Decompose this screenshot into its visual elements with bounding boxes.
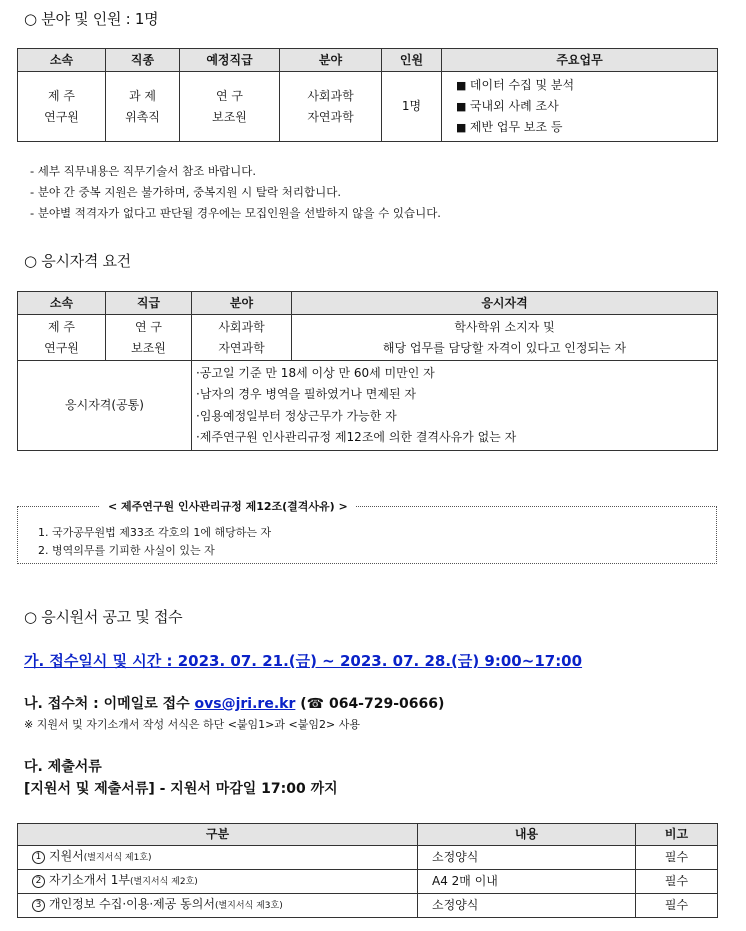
box-items bbox=[38, 524, 271, 560]
cell-field: 사회과학 자연과학 bbox=[280, 72, 382, 142]
header-count: 인원 bbox=[382, 49, 442, 72]
box-item: 1. 국가공무원법 제33조 각호의 1에 해당하는 자 bbox=[38, 526, 272, 539]
duty-item: ■ 국내외 사례 조사 bbox=[456, 96, 717, 117]
qualification-table bbox=[17, 291, 718, 451]
email-link[interactable]: ovs@jri.re.kr bbox=[194, 696, 296, 712]
duty-item: ■ 데이터 수집 및 분석 bbox=[456, 75, 717, 96]
section1-title: ○ 분야 및 인원 : 1명 bbox=[24, 10, 159, 28]
common-item: ·남자의 경우 병역을 필하였거나 면제된 자 bbox=[196, 387, 416, 401]
header-org: 소속 bbox=[18, 49, 106, 72]
box-title: < 제주연구원 인사관리규정 제12조(결격사유) > bbox=[100, 498, 356, 514]
common-item: ·제주연구원 인사관리규정 제12조에 의한 결격사유가 없는 자 bbox=[196, 430, 517, 444]
cell-type: 과 제 위촉직 bbox=[106, 72, 180, 142]
header-grade: 예정직급 bbox=[180, 49, 280, 72]
header-grade: 직급 bbox=[106, 292, 192, 315]
application-contact: 나. 접수처 : 이메일로 접수 ovs@jri.re.kr (☎ 064-729-0666) bbox=[24, 696, 445, 712]
header-type: 직종 bbox=[106, 49, 180, 72]
documents-table bbox=[17, 823, 718, 918]
table-row: 1 지원서(별지서식 제1호) 소정양식 필수 bbox=[18, 846, 718, 870]
application-period: 가. 접수일시 및 시간 : 2023. 07. 21.(금) ~ 2023. 07. 28.(금) 9:00~17:00 bbox=[24, 652, 583, 670]
header-field: 분야 bbox=[192, 292, 292, 315]
documents-title: 다. 제출서류 bbox=[24, 759, 102, 775]
table-row: 2 자기소개서 1부(별지서식 제2호) A4 2매 이내 필수 bbox=[18, 870, 718, 894]
header-org: 소속 bbox=[18, 292, 106, 315]
table-row: 3 개인정보 수집·이용·제공 동의서(별지서식 제3호) 소정양식 필수 bbox=[18, 894, 718, 918]
field-table bbox=[17, 48, 718, 142]
notes bbox=[30, 161, 441, 224]
note-item: - 분야 간 중복 지원은 불가하며, 중복지원 시 탈락 처리합니다. bbox=[30, 185, 341, 199]
cell-grade: 연 구 보조원 bbox=[106, 315, 192, 361]
cell-field: 사회과학 자연과학 bbox=[192, 315, 292, 361]
common-label: 응시자격(공통) bbox=[18, 361, 192, 451]
header-content: 내용 bbox=[418, 824, 636, 846]
common-items bbox=[192, 361, 718, 451]
cell-duties bbox=[442, 72, 718, 142]
form-note: ※ 지원서 및 자기소개서 작성 서식은 하단 <붙임1>과 <붙임2> 사용 bbox=[24, 718, 360, 731]
section3-title: ○ 응시원서 공고 및 접수 bbox=[24, 608, 183, 626]
section2-title: ○ 응시자격 요건 bbox=[24, 252, 131, 270]
cell-org: 제 주 연구원 bbox=[18, 315, 106, 361]
cell-grade: 연 구 보조원 bbox=[180, 72, 280, 142]
duty-item: ■ 제반 업무 보조 등 bbox=[456, 117, 717, 138]
header-field: 분야 bbox=[280, 49, 382, 72]
box-item: 2. 병역의무를 기피한 사실이 있는 자 bbox=[38, 544, 215, 557]
common-item: ·임용예정일부터 정상근무가 가능한 자 bbox=[196, 408, 397, 423]
cell-count: 1명 bbox=[382, 72, 442, 142]
cell-qualification: 학사학위 소지자 및 해당 업무를 담당할 자격이 있다고 인정되는 자 bbox=[292, 315, 718, 361]
documents-subtitle: [지원서 및 제출서류] - 지원서 마감일 17:00 까지 bbox=[24, 781, 338, 797]
header-category: 구분 bbox=[18, 824, 418, 846]
header-duties: 주요업무 bbox=[442, 49, 718, 72]
note-item: - 분야별 적격자가 없다고 판단될 경우에는 모집인원을 선발하지 않을 수 있습니다. bbox=[30, 206, 441, 220]
common-item: ·공고일 기준 만 18세 이상 만 60세 미만인 자 bbox=[196, 365, 435, 380]
header-remark: 비고 bbox=[636, 824, 718, 846]
note-item: - 세부 직무내용은 직무기술서 참조 바랍니다. bbox=[30, 164, 257, 178]
cell-org: 제 주 연구원 bbox=[18, 72, 106, 142]
header-qualification: 응시자격 bbox=[292, 292, 718, 315]
